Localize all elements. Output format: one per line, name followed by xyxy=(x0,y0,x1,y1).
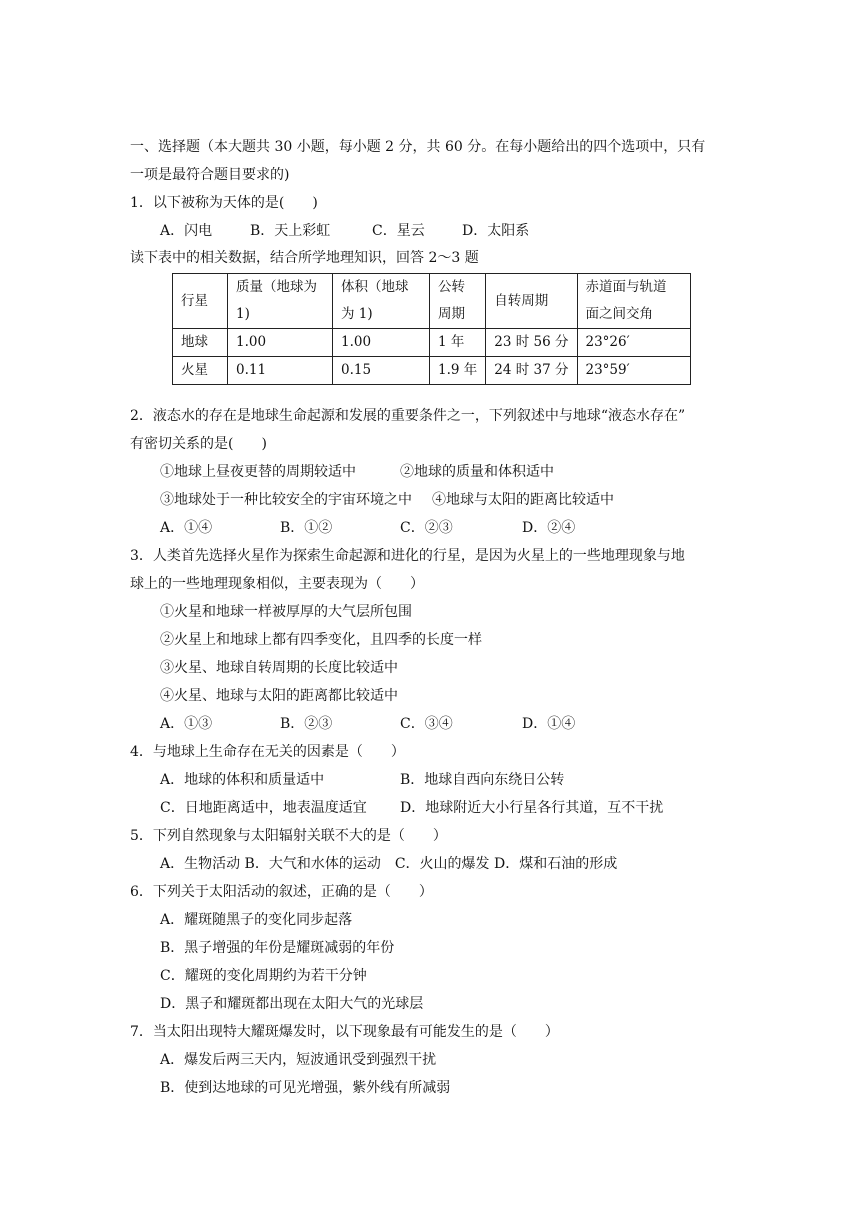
q2-item-3: ③地球处于一种比较安全的宇宙环境之中 xyxy=(160,492,412,508)
cell-planet: 地球 xyxy=(173,329,228,357)
table-row xyxy=(173,329,691,357)
q7-option-b: B．使到达地球的可见光增强，紫外线有所减弱 xyxy=(160,1080,451,1096)
q6-option-a: A．耀斑随黑子的变化同步起落 xyxy=(160,912,353,928)
q1-option-c: C．星云 xyxy=(372,223,425,239)
q3-option-a: A．①③ xyxy=(160,716,213,732)
q4-option-c: C．日地距离适中，地表温度适宜 xyxy=(160,800,367,816)
q3-item-3: ③火星、地球自转周期的长度比较适中 xyxy=(160,660,398,676)
q4-stem: 4．与地球上生命存在无关的因素是（ ） xyxy=(130,744,405,760)
q6-option-b: B．黑子增强的年份是耀斑减弱的年份 xyxy=(160,940,395,956)
section-header-line2: 一项是最符合题目要求的) xyxy=(130,167,290,183)
q1-option-b: B．天上彩虹 xyxy=(250,223,331,239)
table-header-row xyxy=(173,274,691,329)
cell-angle: 23°26′ xyxy=(577,329,690,357)
q2-option-a: A．①④ xyxy=(160,520,213,536)
section-header-line1: 一、选择题（本大题共 30 小题，每小题 2 分，共 60 分。在每小题给出的四个选项中，只有 xyxy=(130,139,706,155)
cell-orbit: 1.9 年 xyxy=(430,357,486,385)
q2-stem-line1: 2．液态水的存在是地球生命起源和发展的重要条件之一，下列叙述中与地球“液态水存在” xyxy=(130,408,686,424)
q2-stem-line2: 有密切关系的是( ) xyxy=(130,436,267,452)
cell-planet: 火星 xyxy=(173,357,228,385)
q5-stem: 5．下列自然现象与太阳辐射关联不大的是（ ） xyxy=(130,828,447,844)
q2-option-d: D．②④ xyxy=(522,520,576,536)
header-planet: 行星 xyxy=(173,274,228,329)
q7-option-a: A．爆发后两三天内，短波通讯受到强烈干扰 xyxy=(160,1052,437,1068)
q2-item-2: ②地球的质量和体积适中 xyxy=(400,464,554,480)
q6-option-d: D．黑子和耀斑都出现在太阳大气的光球层 xyxy=(160,996,424,1012)
q3-item-1: ①火星和地球一样被厚厚的大气层所包围 xyxy=(160,604,412,620)
q3-option-d: D．①④ xyxy=(522,716,576,732)
header-volume: 体积（地球 为 1) xyxy=(333,274,430,329)
header-orbit: 公转 周期 xyxy=(430,274,486,329)
q2-item-4: ④地球与太阳的距离比较适中 xyxy=(432,492,614,508)
cell-mass: 0.11 xyxy=(228,357,333,385)
q3-stem-line2: 球上的一些地理现象相似，主要表现为（ ） xyxy=(130,576,424,592)
q3-option-b: B．②③ xyxy=(280,716,333,732)
cell-volume: 0.15 xyxy=(333,357,430,385)
header-mass: 质量（地球为 1) xyxy=(228,274,333,329)
q3-item-4: ④火星、地球与太阳的距离都比较适中 xyxy=(160,688,398,704)
q6-option-c: C．耀斑的变化周期约为若干分钟 xyxy=(160,968,367,984)
planet-data-table xyxy=(172,273,691,385)
q5-options: A．生物活动 B．大气和水体的运动 C．火山的爆发 D．煤和石油的形成 xyxy=(160,856,618,872)
cell-mass: 1.00 xyxy=(228,329,333,357)
cell-angle: 23°59′ xyxy=(577,357,690,385)
q4-option-a: A．地球的体积和质量适中 xyxy=(160,772,325,788)
q2-option-b: B．①② xyxy=(280,520,333,536)
q7-stem: 7．当太阳出现特大耀斑爆发时，以下现象最有可能发生的是（ ） xyxy=(130,1024,559,1040)
header-rotation: 自转周期 xyxy=(486,274,577,329)
q3-item-2: ②火星上和地球上都有四季变化，且四季的长度一样 xyxy=(160,632,482,648)
q1-option-a: A．闪电 xyxy=(160,223,213,239)
q2-option-c: C．②③ xyxy=(400,520,453,536)
q1-stem: 1．以下被称为天体的是( ) xyxy=(130,195,318,211)
table-row xyxy=(173,357,691,385)
table-intro: 读下表中的相关数据，结合所学地理知识，回答 2～3 题 xyxy=(130,250,479,266)
q6-stem: 6．下列关于太阳活动的叙述，正确的是（ ） xyxy=(130,884,433,900)
cell-rotation: 24 时 37 分 xyxy=(486,357,577,385)
cell-orbit: 1 年 xyxy=(430,329,486,357)
q3-option-c: C．③④ xyxy=(400,716,453,732)
q4-option-b: B．地球自西向东绕日公转 xyxy=(400,772,565,788)
q2-item-1: ①地球上昼夜更替的周期较适中 xyxy=(160,464,356,480)
header-angle: 赤道面与轨道 面之间交角 xyxy=(577,274,690,329)
cell-rotation: 23 时 56 分 xyxy=(486,329,577,357)
q1-option-d: D．太阳系 xyxy=(462,223,530,239)
cell-volume: 1.00 xyxy=(333,329,430,357)
q3-stem-line1: 3．人类首先选择火星作为探索生命起源和进化的行星，是因为火星上的一些地理现象与地 xyxy=(130,548,685,564)
q4-option-d: D．地球附近大小行星各行其道，互不干扰 xyxy=(400,800,664,816)
